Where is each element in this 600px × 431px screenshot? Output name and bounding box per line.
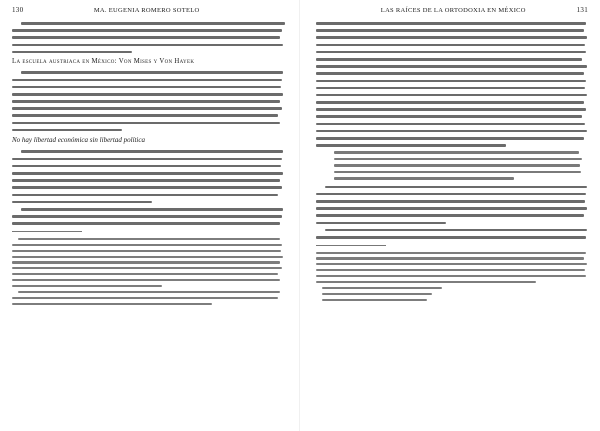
- left-paragraph-2: [12, 71, 284, 131]
- right-running-head: [316, 6, 588, 18]
- right-page: [300, 0, 600, 431]
- left-paragraph-1: [12, 22, 284, 53]
- right-running-title: LAS RAÍCES DE LA ORTODOXIA EN MÉXICO: [380, 7, 526, 14]
- left-paragraph-3: [12, 150, 284, 224]
- footnote-rule: [12, 231, 82, 232]
- left-running-title: MA. EUGENIA ROMERO SOTELO: [93, 7, 200, 14]
- left-footnotes: [12, 238, 284, 305]
- block-quote: [334, 151, 578, 179]
- subsection-title: No hay libertad económica sin libertad política: [12, 136, 145, 145]
- right-footnotes: [316, 252, 588, 301]
- section-title: La escuela austriaca en México: Von Mises y Von Hayek: [12, 58, 195, 66]
- right-paragraph-1: [316, 22, 588, 147]
- right-paragraph-2: [316, 186, 588, 239]
- left-running-head: [12, 6, 284, 18]
- left-page-number: 130: [12, 6, 24, 14]
- right-page-number: 131: [576, 6, 588, 14]
- footnote-rule-right: [316, 245, 386, 246]
